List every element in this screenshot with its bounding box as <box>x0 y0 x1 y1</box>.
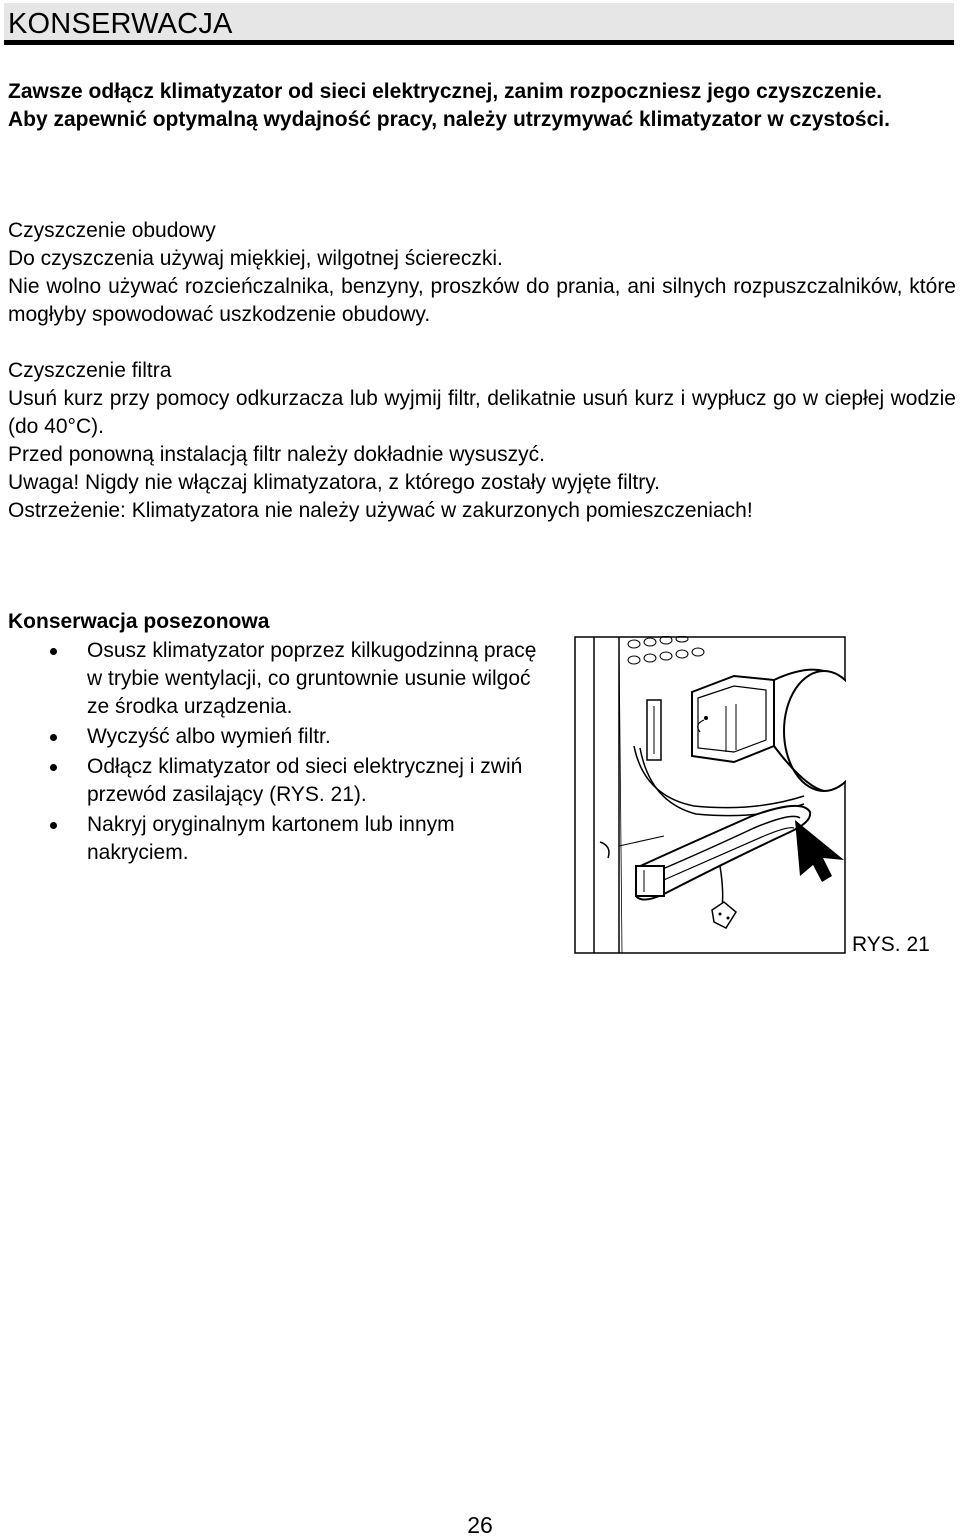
housing-paragraph-1: Do czyszczenia używaj miękkiej, wilgotnej ściereczki. <box>8 247 503 270</box>
filter-paragraph-4: Ostrzeżenie: Klimatyzatora nie należy używać w zakurzonych pomieszczeniach! <box>8 499 753 522</box>
filter-paragraph-1: Usuń kurz przy pomocy odkurzacza lub wyjmij filtr, delikatnie usuń kurz i wypłucz go w ciepłej wodzie (do 40°C). <box>8 387 956 438</box>
seasonal-heading: Konserwacja posezonowa <box>8 610 270 633</box>
filter-cleaning-section <box>8 357 956 525</box>
list-item: Odłącz klimatyzator od sieci elektrycznej i zwiń przewód zasilający (RYS. 21). <box>8 753 548 809</box>
bullet-icon <box>50 822 57 829</box>
cord-wrap-illustration-icon <box>574 636 846 954</box>
intro-line-1: Zawsze odłącz klimatyzator od sieci elektrycznej, zanim rozpoczniesz jego czyszczenie. <box>8 80 883 103</box>
list-item: Wyczyść albo wymień filtr. <box>8 723 548 751</box>
list-item: Nakryj oryginalnym kartonem lub innym nakryciem. <box>8 811 548 867</box>
filter-paragraph-3: Uwaga! Nigdy nie włączaj klimatyzatora, z którego zostały wyjęte filtry. <box>8 471 661 494</box>
housing-paragraph-2: Nie wolno używać rozcieńczalnika, benzyny, proszków do prania, ani silnych rozpuszczalników, które mogłyby spowodować uszkodzenie obudowy. <box>8 275 956 326</box>
seasonal-list <box>8 637 548 869</box>
housing-cleaning-section <box>8 217 956 329</box>
section-title-bar <box>4 3 954 45</box>
figure-caption: RYS. 21 <box>852 933 930 956</box>
list-item: Osusz klimatyzator poprzez kilkugodzinną pracę w trybie wentylacji, co gruntownie usunie wilgoć ze środka urządzenia. <box>8 637 548 721</box>
filter-paragraph-2: Przed ponowną instalacją filtr należy dokładnie wysuszyć. <box>8 443 545 466</box>
bullet-icon <box>50 764 57 771</box>
intro-line-2: Aby zapewnić optymalną wydajność pracy, należy utrzymywać klimatyzator w czystości. <box>8 108 890 131</box>
bullet-icon <box>50 648 57 655</box>
housing-heading: Czyszczenie obudowy <box>8 219 216 242</box>
intro-section <box>8 78 956 134</box>
page-number: 26 <box>467 1512 493 1538</box>
page-title: KONSERWACJA <box>8 8 233 40</box>
filter-heading: Czyszczenie filtra <box>8 359 172 382</box>
bullet-icon <box>50 734 57 741</box>
cord-wrap-figure <box>574 636 846 954</box>
